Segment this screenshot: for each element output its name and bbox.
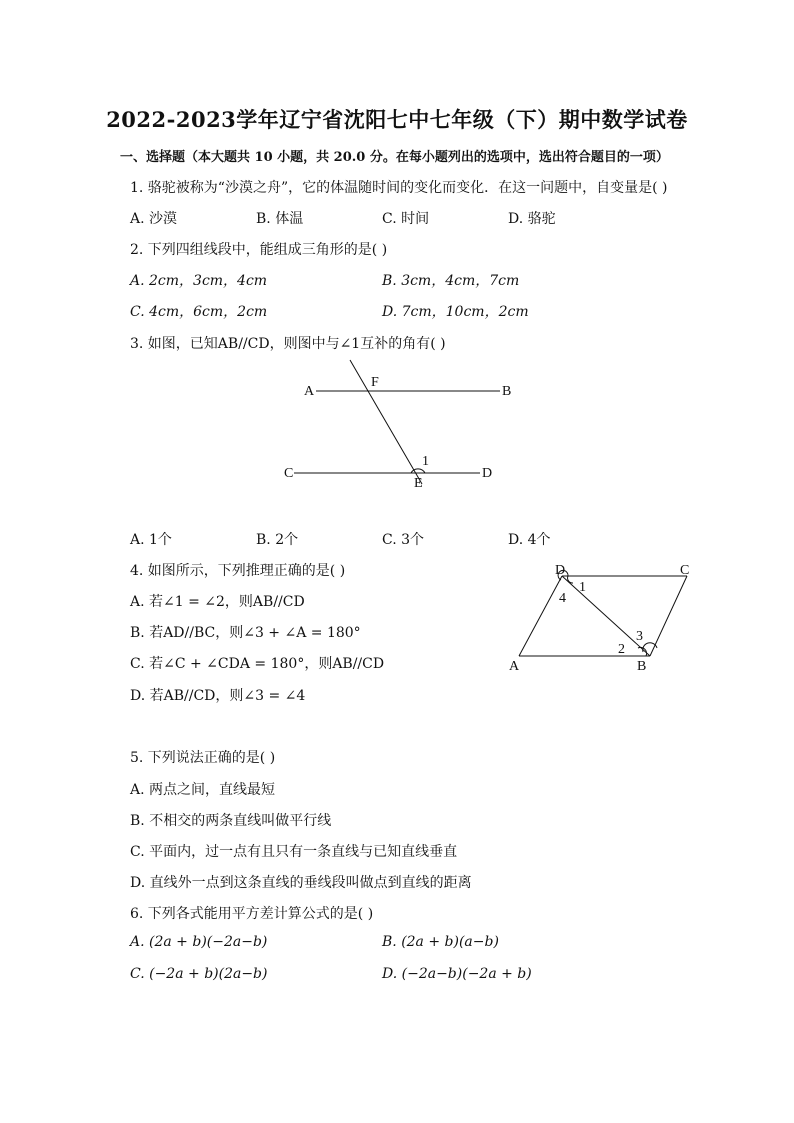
q2-option-c: C. 4cm，6cm，2cm (130, 304, 268, 320)
angle-1-label: 1 (579, 580, 586, 595)
q1-option-c: C. 时间 (382, 211, 430, 227)
label-E: E (414, 476, 423, 491)
label-B: B (637, 659, 647, 674)
label-B: B (502, 384, 512, 399)
question-2-stem: 2. 下列四组线段中，能组成三角形的是( ) (130, 242, 388, 258)
angle-2-label: 2 (618, 642, 625, 657)
question-4-stem: 4. 如图所示，下列推理正确的是( ) (130, 563, 346, 579)
q6-option-a: A. (2a + b)(−2a−b) (130, 934, 268, 950)
q5-option-a: A. 两点之间，直线最短 (130, 782, 276, 798)
q2-option-d: D. 7cm，10cm，2cm (382, 304, 529, 320)
page-title: 2022-2023学年辽宁省沈阳七中七年级（下）期中数学试卷 (106, 107, 688, 132)
q3-option-d: D. 4个 (508, 532, 551, 548)
q4-parallelogram-figure (505, 560, 705, 675)
question-6-stem: 6. 下列各式能用平方差计算公式的是( ) (130, 906, 374, 922)
q4-option-a: A. 若∠1 = ∠2，则AB//CD (130, 594, 305, 610)
angle-1-label: 1 (422, 454, 429, 469)
q5-option-d: D. 直线外一点到这条直线的垂线段叫做点到直线的距离 (130, 875, 472, 891)
q3-option-c: C. 3个 (382, 532, 425, 548)
label-C: C (680, 563, 690, 578)
q1-option-a: A. 沙漠 (130, 211, 178, 227)
q1-option-b: B. 体温 (256, 211, 304, 227)
label-A: A (509, 659, 520, 674)
section-heading: 一、选择题（本大题共 10 小题，共 20.0 分。在每小题列出的选项中，选出符合题目的一项） (120, 150, 669, 165)
q6-option-b: B. (2a + b)(a−b) (382, 934, 499, 950)
label-A: A (304, 384, 315, 399)
q6-option-c: C. (−2a + b)(2a−b) (130, 966, 268, 982)
question-1-stem: 1. 骆驼被称为“沙漠之舟”，它的体温随时间的变化而变化．在这一问题中，自变量是( ) (130, 180, 668, 196)
q4-option-d: D. 若AB//CD，则∠3 = ∠4 (130, 688, 306, 704)
question-5-stem: 5. 下列说法正确的是( ) (130, 750, 276, 766)
question-3-stem: 3. 如图，已知AB//CD，则图中与∠1互补的角有( ) (130, 336, 446, 352)
q3-parallel-lines-figure (280, 356, 520, 496)
q5-option-c: C. 平面内，过一点有且只有一条直线与已知直线垂直 (130, 844, 458, 860)
label-F: F (371, 375, 379, 390)
q3-option-a: A. 1个 (130, 532, 172, 548)
label-C: C (284, 466, 294, 481)
q4-option-c: C. 若∠C + ∠CDA = 180°，则AB//CD (130, 656, 385, 672)
angle-3-label: 3 (636, 629, 643, 644)
q2-option-a: A. 2cm，3cm，4cm (130, 273, 268, 289)
q2-option-b: B. 3cm，4cm，7cm (382, 273, 520, 289)
q4-option-b: B. 若AD//BC，则∠3 + ∠A = 180° (130, 625, 361, 641)
label-D: D (555, 563, 566, 578)
q5-option-b: B. 不相交的两条直线叫做平行线 (130, 813, 332, 829)
q6-option-d: D. (−2a−b)(−2a + b) (382, 966, 532, 982)
angle-4-label: 4 (559, 591, 566, 606)
q3-option-b: B. 2个 (256, 532, 299, 548)
q1-option-d: D. 骆驼 (508, 211, 556, 227)
label-D: D (482, 466, 493, 481)
